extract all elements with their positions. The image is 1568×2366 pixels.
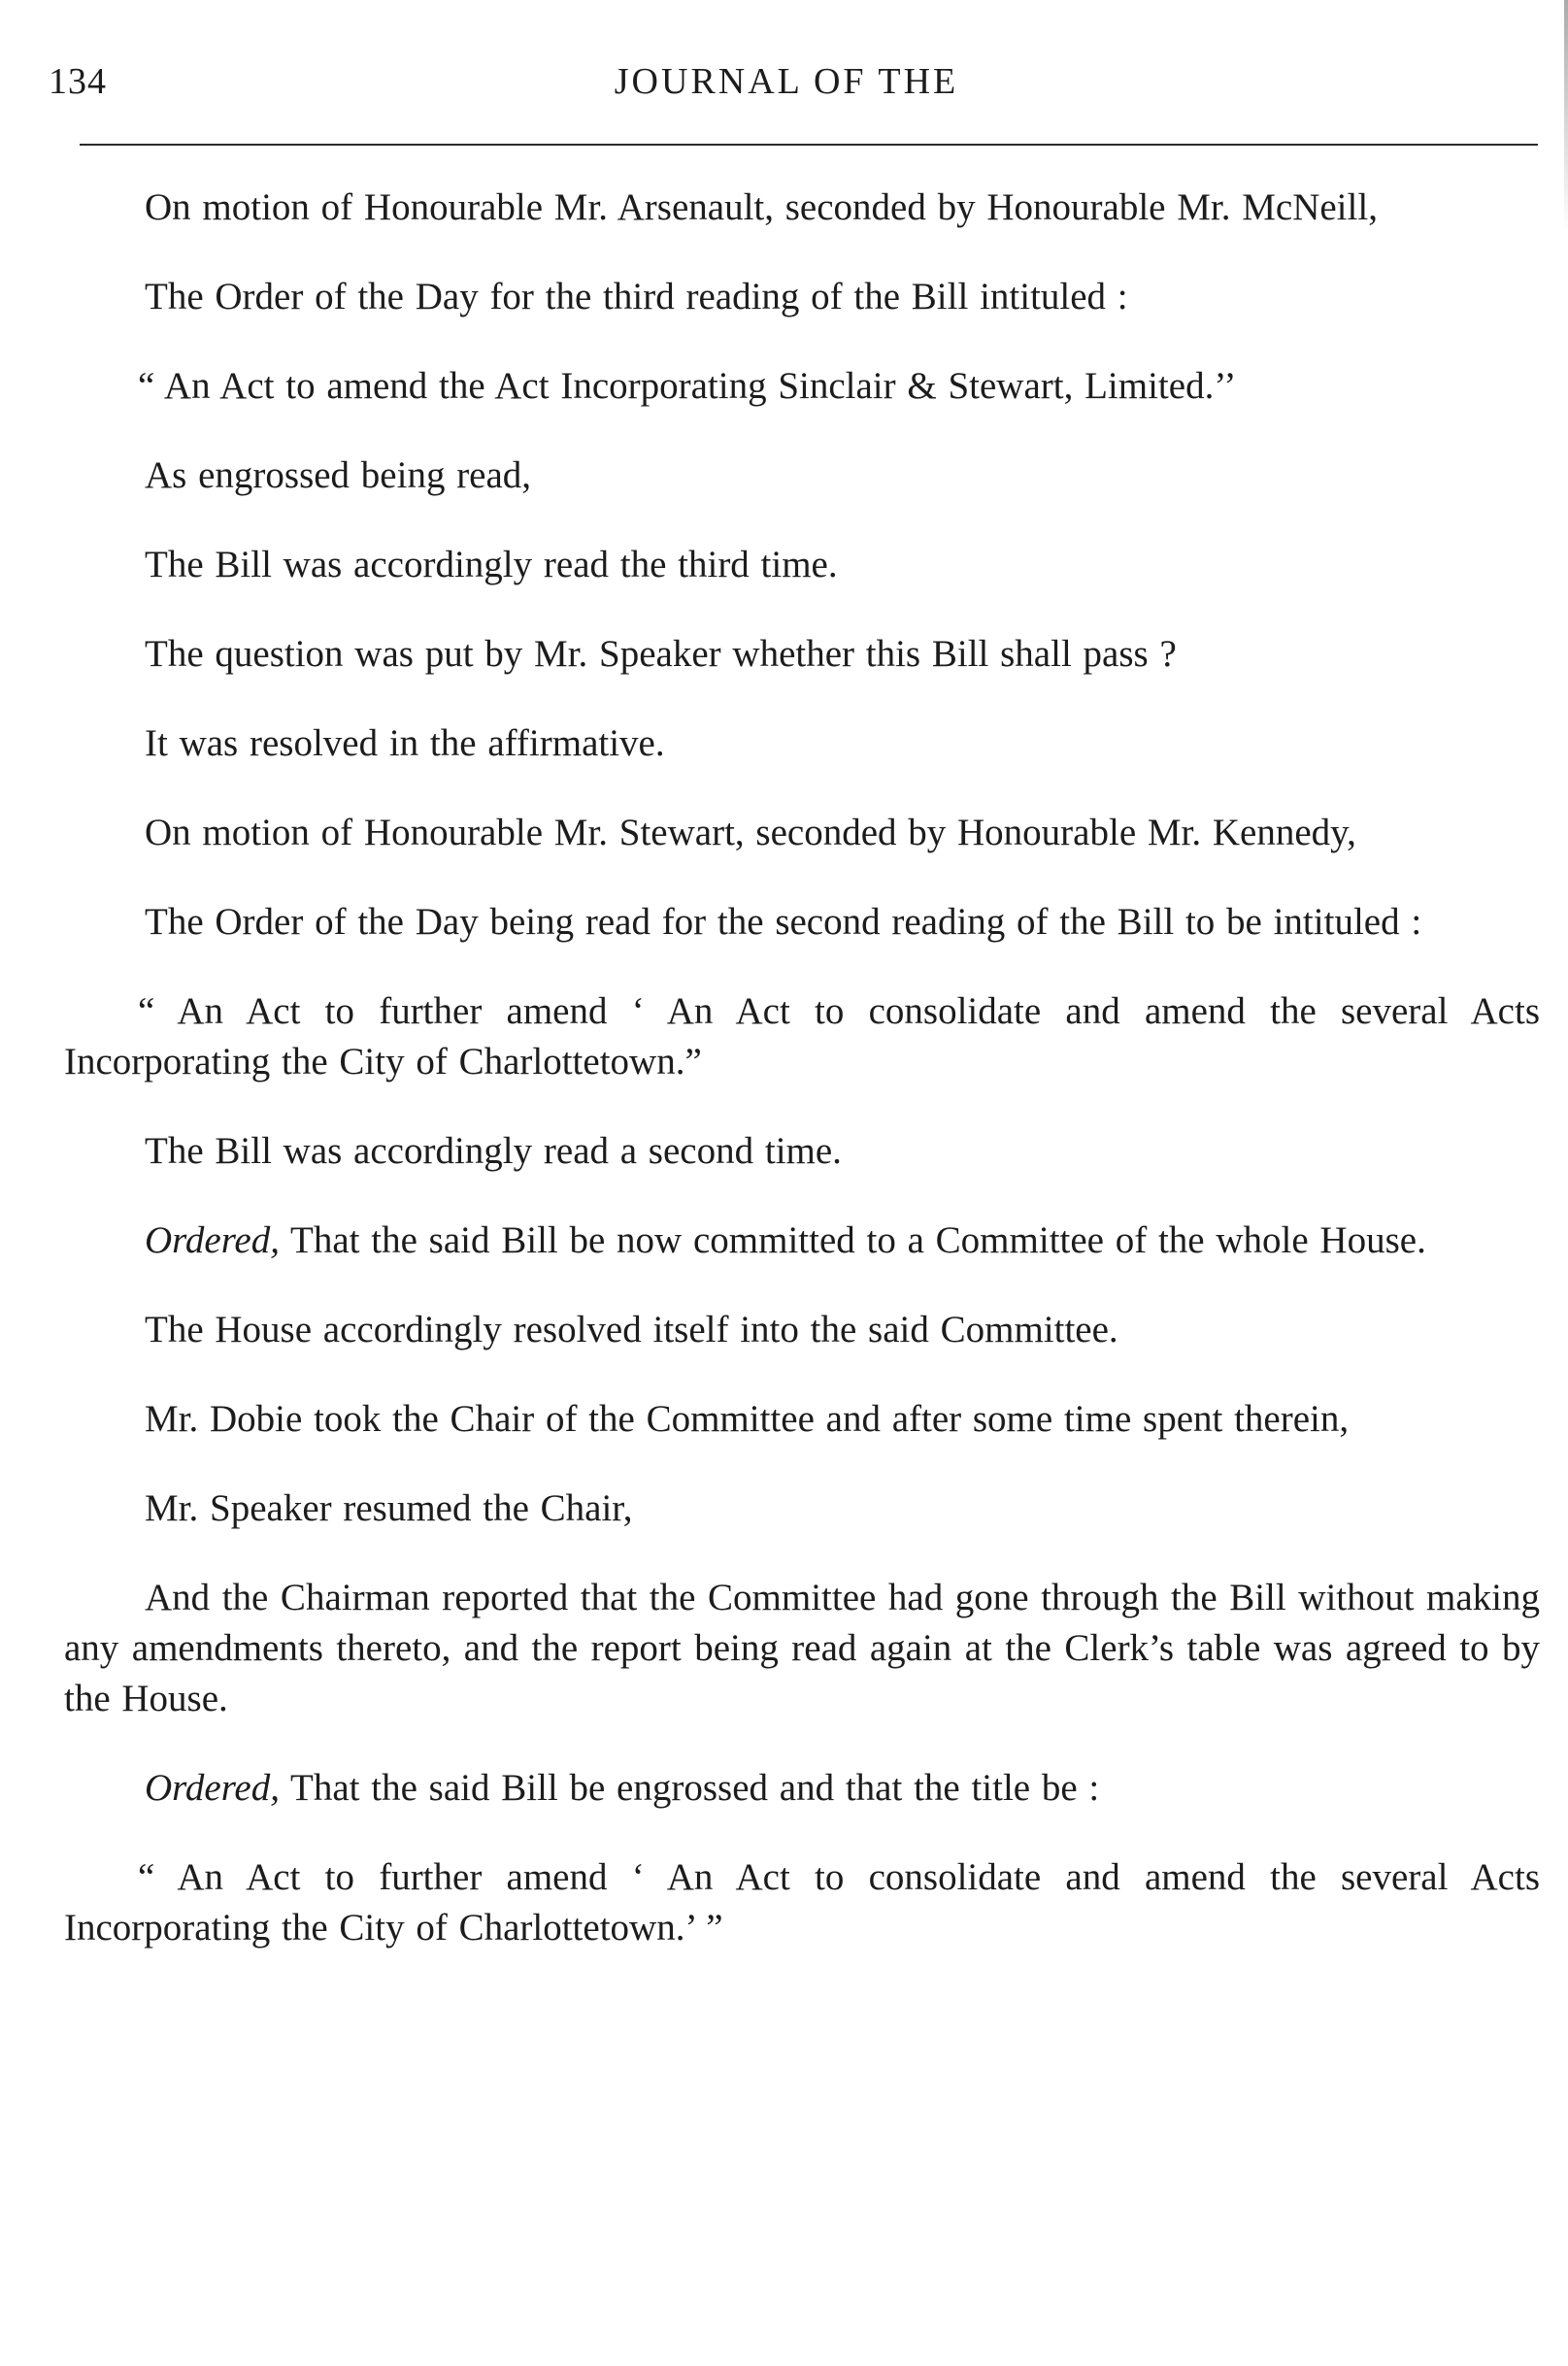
paragraph-dobie-chair: Mr. Dobie took the Chair of the Committee and after some time spent therein, (145, 1398, 1350, 1440)
paragraph-motion-arsenault: On motion of Honourable Mr. Arsenault, seconded by Honourable Mr. McNeill, (145, 186, 1378, 228)
paragraph-house-resolved: The House accordingly resolved itself into the said Committee. (145, 1309, 1118, 1350)
paragraph-read-second-time: The Bill was accordingly read a second time. (145, 1130, 842, 1172)
paragraph-order-second-reading: The Order of the Day being read for the second reading of the Bill to be intituled : (145, 901, 1422, 943)
page-number: 134 (49, 61, 107, 102)
paragraph-bill-title-sinclair: “ An Act to amend the Act Incorporating Sinclair & Stewart, Limited.’’ (138, 365, 1237, 407)
ordered-label: Ordered, (145, 1219, 280, 1261)
paragraph-final-title: “ An Act to further amend ‘ An Act to consolidate and amend the several Acts Incorporating the City of Charlottetown.’ ” (64, 1856, 1540, 1949)
paragraph-ordered-engrossed: Ordered, That the said Bill be engrossed and that the title be : (145, 1767, 1100, 1809)
paragraph-chairman-reported: And the Chairman reported that the Committee had gone through the Bill without making any amendments thereto, and the report being read again at the Clerk’s table was agreed to by the House. (64, 1577, 1540, 1719)
paragraph-bill-title-charlottetown: “ An Act to further amend ‘ An Act to consolidate and amend the several Acts Incorporating the City of Charlottetown.” (64, 990, 1540, 1083)
paragraph-read-third-time: The Bill was accordingly read the third time. (145, 544, 838, 585)
paragraph-motion-stewart: On motion of Honourable Mr. Stewart, seconded by Honourable Mr. Kennedy, (145, 812, 1356, 853)
page-edge-shadow (1564, 0, 1568, 233)
ordered-label: Ordered, (145, 1767, 280, 1809)
paragraph-ordered-committed: Ordered, That the said Bill be now committed to a Committee of the whole House. (145, 1219, 1426, 1261)
paragraph-order-third-reading: The Order of the Day for the third reading of the Bill intituled : (145, 276, 1128, 317)
paragraph-speaker-resumed: Mr. Speaker resumed the Chair, (145, 1487, 633, 1529)
header-rule (80, 144, 1538, 146)
running-head: JOURNAL OF THE (614, 61, 959, 102)
page-header (49, 60, 1524, 128)
paragraph-engrossed: As engrossed being read, (145, 454, 532, 496)
journal-body (64, 183, 1540, 1953)
paragraph-question-put: The question was put by Mr. Speaker whether this Bill shall pass ? (145, 633, 1177, 675)
paragraph-resolved: It was resolved in the affirmative. (145, 722, 665, 764)
